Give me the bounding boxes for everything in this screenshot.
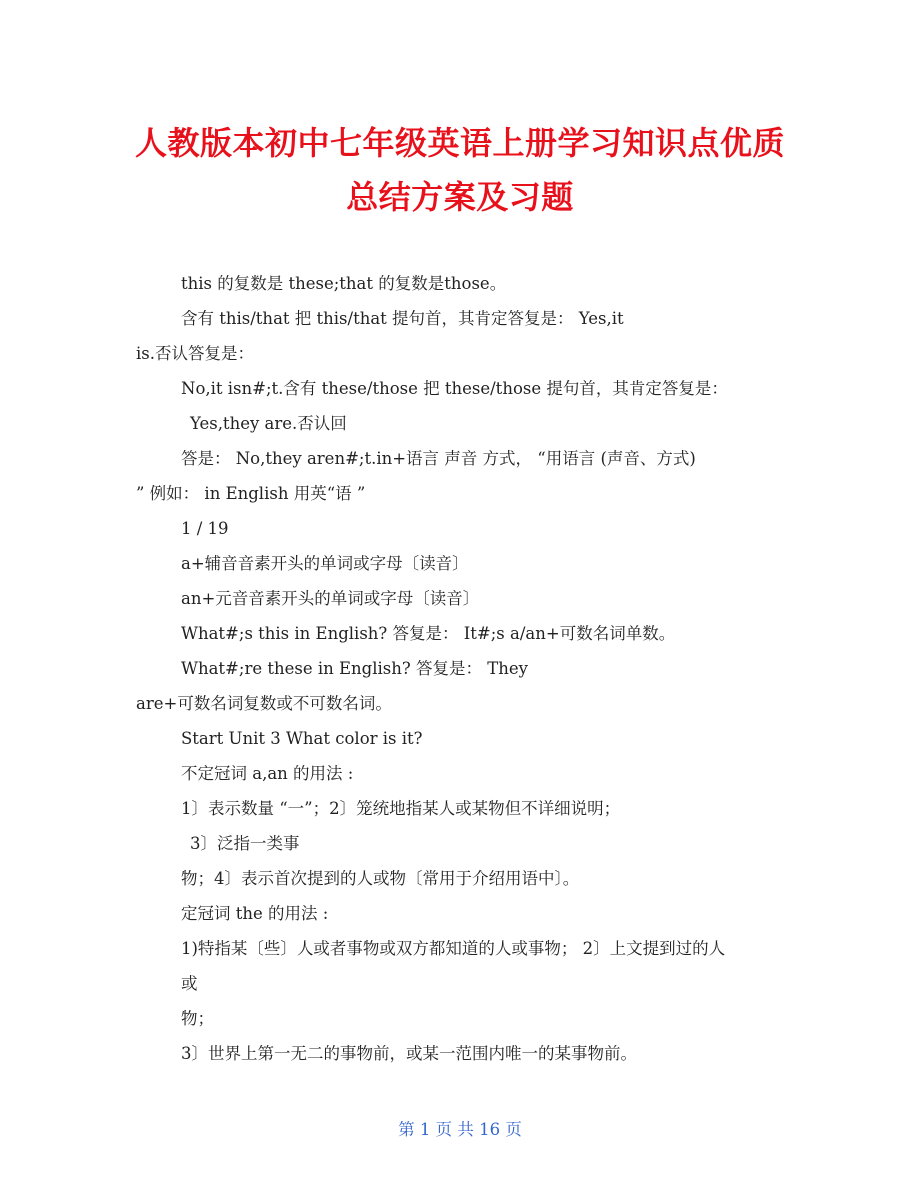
text-line: are+可数名词复数或不可数名词。: [136, 694, 392, 713]
text-line: an+元音音素开头的单词或字母〔读音〕: [181, 589, 480, 608]
page-counter: 1 / 19: [181, 519, 229, 538]
text-line: 答是： No,they aren#;t.in+语言 声音 方式， “用语言 (声音、方式): [181, 449, 696, 468]
text-line: a+辅音音素开头的单词或字母〔读音〕: [181, 554, 469, 573]
page-footer: 第 1 页 共 16 页: [398, 1120, 522, 1139]
text-line: 3〕泛指一类事: [190, 834, 300, 853]
text-line: No,it isn#;t.含有 these/those 把 these/those 提句首，其肯定答复是：: [181, 379, 728, 398]
document-title-line-2: 总结方案及习题: [346, 178, 574, 216]
text-line: 或: [181, 974, 198, 993]
text-line: this 的复数是 these;that 的复数是those。: [181, 274, 507, 293]
text-line: What#;s this in English? 答复是： It#;s a/an+可数名词单数。: [181, 624, 676, 643]
document-title-line-1: 人教版本初中七年级英语上册学习知识点优质: [134, 124, 785, 162]
section-heading: Start Unit 3 What color is it?: [181, 729, 423, 748]
text-line: 1〕表示数量 “一”；2〕笼统地指某人或某物但不详细说明；: [181, 799, 621, 818]
text-line: 1)特指某〔些〕人或者事物或双方都知道的人或事物； 2〕上文提到过的人: [181, 939, 726, 958]
text-line: What#;re these in English? 答复是： They: [181, 659, 528, 678]
text-line: 物；4〕表示首次提到的人或物〔常用于介绍用语中〕。: [181, 869, 580, 888]
text-line: 物；: [181, 1009, 214, 1028]
text-line: 不定冠词 a,an 的用法 :: [181, 764, 354, 783]
text-line: is.否认答复是：: [136, 344, 254, 363]
text-line: 3〕世界上第一无二的事物前，或某一范围内唯一的某事物前。: [181, 1044, 637, 1063]
text-line: Yes,they are.否认回: [190, 414, 347, 433]
text-line: ” 例如： in English 用英“语 ”: [136, 484, 366, 503]
text-line: 含有 this/that 把 this/that 提句首，其肯定答复是： Yes,it: [181, 309, 624, 328]
text-line: 定冠词 the 的用法 :: [181, 904, 329, 923]
